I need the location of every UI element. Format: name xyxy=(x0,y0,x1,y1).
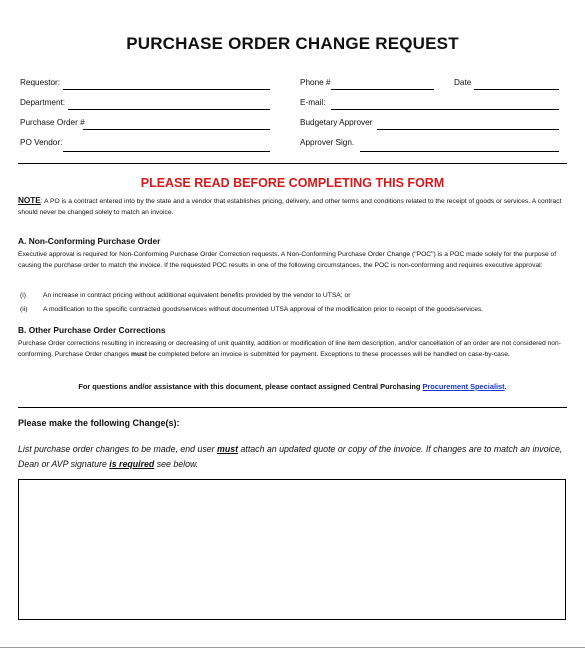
purchase-order-field[interactable] xyxy=(83,129,270,130)
section-a-item-marker: (ii) xyxy=(20,306,28,313)
purchase-order-label: Purchase Order # xyxy=(20,118,85,127)
section-a-text: Executive approval is required for Non-Conforming Purchase Order Correction requests. A Non-Conforming Purchase Order Change ("POC") is a POC made solely for the purpose of causing the purchase order to match the invoice. If the requested POC results in one of the following circumstances, the POC is non-conforming and requires executive approval: xyxy=(18,251,557,269)
requestor-field[interactable] xyxy=(63,89,270,90)
section-b-heading: B. Other Purchase Order Corrections xyxy=(18,325,166,335)
contact-text: For questions and/or assistance with this document, please contact assigned Central Purchasing xyxy=(78,382,423,391)
budgetary-approver-field[interactable] xyxy=(377,129,559,130)
note-paragraph xyxy=(18,195,567,218)
page-edge xyxy=(0,647,585,648)
must-emphasis: must xyxy=(217,444,239,454)
section-a-heading: A. Non-Conforming Purchase Order xyxy=(18,236,161,246)
contact-line xyxy=(0,382,585,391)
contact-end: . xyxy=(504,382,507,391)
date-field[interactable] xyxy=(474,89,559,90)
section-a-item-text: An increase in contract pricing without additional equivalent benefits provided by the vendor to UTSA; or xyxy=(43,292,351,299)
email-label: E-mail: xyxy=(300,98,326,107)
approver-sign-label: Approver Sign. xyxy=(300,138,355,147)
procurement-specialist-link[interactable]: Procurement Specialist xyxy=(422,382,505,391)
instructions-text xyxy=(18,442,567,472)
must-emphasis: must xyxy=(131,351,147,358)
po-vendor-label: PO Vendor: xyxy=(20,138,63,147)
po-vendor-field[interactable] xyxy=(63,151,270,152)
section-b-text-part: be completed before an invoice is submitted for payment. Exceptions to these processes will be handled on case-by-case. xyxy=(147,351,510,358)
department-label: Department: xyxy=(20,98,66,107)
instructions-part: List purchase order changes to be made, end user xyxy=(18,444,218,454)
instructions-part: attach an updated quote or copy of the invoice. If changes are to match an invoice, Dean or AVP signature xyxy=(18,444,563,469)
is-required-emphasis: is required xyxy=(109,459,155,469)
section-a-item-text: A modification to the specific contracted goods/services without documented UTSA approval of the modification prior to receipt of the goods/services. xyxy=(43,306,484,313)
section-b-text xyxy=(18,338,567,360)
changes-heading: Please make the following Change(s): xyxy=(18,418,180,428)
warning-heading: PLEASE READ BEFORE COMPLETING THIS FORM xyxy=(140,176,445,190)
department-field[interactable] xyxy=(68,109,270,110)
note-text: : A PO is a contract entered into by the state and a vendor that establishes pricing, delivery, and other terms and conditions related to the receipt of goods or services. A contract should never be changed solely to match an invoice. xyxy=(18,198,562,216)
note-label: NOTE xyxy=(18,196,41,205)
budgetary-approver-label: Budgetary Approver xyxy=(300,118,373,127)
divider xyxy=(18,163,567,164)
section-a-item-marker: (i) xyxy=(20,292,26,299)
changes-textarea[interactable] xyxy=(18,479,566,620)
requestor-label: Requestor: xyxy=(20,78,61,87)
approver-sign-field[interactable] xyxy=(360,151,559,152)
email-field[interactable] xyxy=(331,109,559,110)
divider xyxy=(18,407,567,408)
phone-field[interactable] xyxy=(331,89,434,90)
instructions-part: see below. xyxy=(154,459,199,469)
phone-label: Phone # xyxy=(300,78,331,87)
section-b-text-part: Purchase Order corrections resulting in increasing or decreasing of unit quantity, addition or modification of line item description, and/or cancellation of an order are not considered non-conforming. Purchase Order changes xyxy=(18,340,561,358)
date-label: Date xyxy=(454,78,472,87)
page-title: PURCHASE ORDER CHANGE REQUEST xyxy=(126,34,459,53)
